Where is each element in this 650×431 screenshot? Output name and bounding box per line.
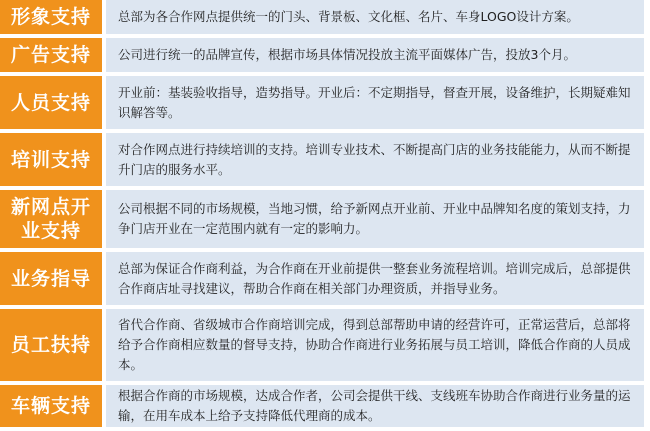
support-row-image bbox=[0, 0, 650, 38]
row-description-text: 总部为保证合作商利益，为合作商在开业前提供一整套业务流程培训。培训完成后，总部提供合作商店址寻找建议，帮助合作商在相关部门办理资质，并指导业务。 bbox=[118, 260, 631, 296]
row-description-text: 省代合作商、省级城市合作商培训完成，得到总部帮助申请的经营许可，正常运营后，总部将给予合作商相应数量的督导支持，协助合作商进行业务拓展与员工培训，降低合作商的人员成本。 bbox=[118, 317, 631, 372]
row-label: 人员支持 bbox=[0, 76, 102, 129]
row-description-text: 公司进行统一的品牌宣传，根据市场具体情况投放主流平面媒体广告，投放3个月。 bbox=[118, 47, 576, 62]
row-description bbox=[106, 309, 644, 381]
row-description-text: 根据合作商的市场规模，达成合作者，公司会提供干线、支线班车协助合作商进行业务量的运输，在用车成本上给予支持降低代理商的成本。 bbox=[118, 388, 631, 423]
support-row-advertising bbox=[0, 38, 650, 76]
row-label: 新网点开业支持 bbox=[0, 190, 102, 248]
row-description bbox=[106, 38, 644, 72]
support-row-staff bbox=[0, 309, 650, 385]
row-description bbox=[106, 190, 644, 248]
row-description-text: 开业前：基装验收指导，造势指导。开业后：不定期指导，督查开展，设备维护，长期疑难知识解答等。 bbox=[118, 84, 631, 120]
row-label: 车辆支持 bbox=[0, 385, 102, 427]
support-row-training bbox=[0, 133, 650, 190]
row-description-text: 总部为各合作网点提供统一的门头、背景板、文化框、名片、车身LOGO设计方案。 bbox=[118, 9, 579, 24]
row-description bbox=[106, 252, 644, 305]
row-label: 员工扶持 bbox=[0, 309, 102, 381]
support-row-vehicle bbox=[0, 385, 650, 431]
row-description bbox=[106, 0, 644, 34]
support-row-new-outlet bbox=[0, 190, 650, 252]
row-description bbox=[106, 133, 644, 186]
row-label: 培训支持 bbox=[0, 133, 102, 186]
support-row-personnel bbox=[0, 76, 650, 133]
row-description bbox=[106, 385, 644, 427]
row-description bbox=[106, 76, 644, 129]
row-description-text: 公司根据不同的市场规模，当地习惯，给予新网点开业前、开业中品牌知名度的策划支持，力争门店开业在一定范围内就有一定的影响力。 bbox=[118, 201, 631, 236]
support-row-business-guidance bbox=[0, 252, 650, 309]
row-label: 形象支持 bbox=[0, 0, 102, 34]
row-label: 广告支持 bbox=[0, 38, 102, 72]
row-description-text: 对合作网点进行持续培训的支持。培训专业技术、不断提高门店的业务技能能力，从而不断提升门店的服务水平。 bbox=[118, 141, 631, 177]
row-label: 业务指导 bbox=[0, 252, 102, 305]
